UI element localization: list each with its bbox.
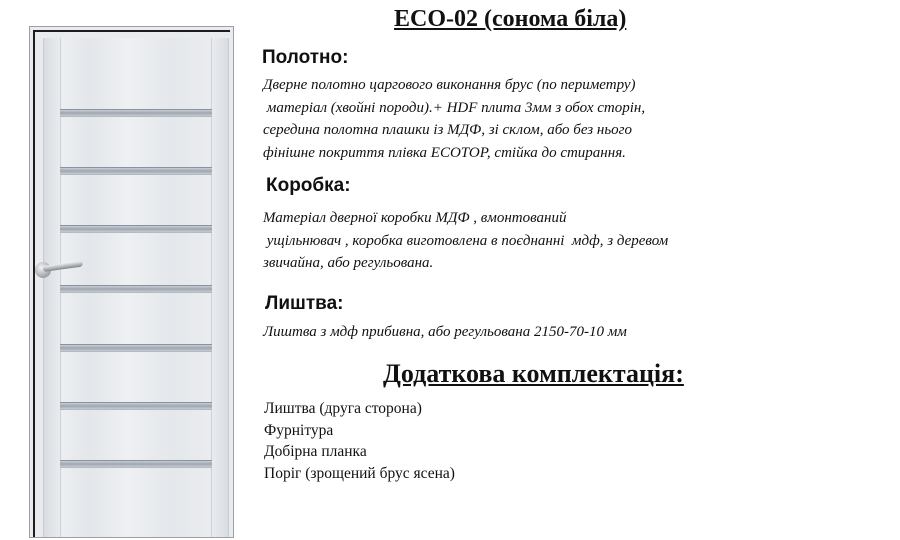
glass-strip — [60, 225, 212, 233]
door-stile-right — [211, 38, 228, 537]
section-heading-lyshtva: Лиштва: — [265, 293, 344, 314]
list-item: Фурнітура — [264, 421, 334, 439]
text-line: Лиштва з мдф прибивна, або регульована 2150-70-10 мм — [263, 324, 627, 340]
text-line: Дверне полотно царгового виконання брус (по периметру) — [263, 77, 636, 93]
list-item: Добірна планка — [264, 443, 367, 461]
list-item: Лиштва (друга сторона) — [264, 400, 422, 417]
text-line: Матеріал дверної коробки МДФ , вмонтований — [263, 210, 567, 226]
section-body-lyshtva — [263, 321, 627, 344]
glass-strip — [60, 460, 212, 468]
door-illustration — [0, 0, 250, 540]
glass-strip — [60, 167, 212, 175]
section-heading-polotno: Полотно: — [262, 47, 349, 68]
section-heading-korobka: Коробка: — [266, 175, 351, 196]
door-frame-inner — [33, 30, 230, 537]
door-stile-left — [44, 38, 61, 537]
text-line: фінішне покриття плівка ECOTOP, стійка до стирання. — [263, 144, 626, 161]
product-title: ECO-02 (сонома біла) — [394, 6, 627, 32]
extras-list — [264, 398, 455, 485]
section-body-korobka — [263, 207, 668, 275]
door-frame — [29, 26, 234, 538]
section-body-polotno — [263, 74, 645, 164]
list-item: Поріг (зрощений брус ясена) — [264, 465, 455, 483]
text-line: ущільнювач , коробка виготовлена в поєднанні мдф, з деревом — [263, 232, 669, 249]
glass-strip — [60, 285, 212, 293]
extras-title: Додаткова комплектація: — [383, 359, 684, 388]
glass-strip — [60, 402, 212, 410]
handle-lever — [43, 260, 83, 272]
glass-strip — [60, 344, 212, 352]
door-handle-icon — [35, 262, 83, 280]
text-line: звичайна, або регульована. — [263, 255, 434, 271]
door-leaf — [43, 38, 229, 537]
glass-strip — [60, 109, 212, 117]
text-line: матеріал (хвойні породи).+ HDF плита 3мм з обох сторін, — [263, 99, 646, 116]
text-line: середина полотна плашки із МДФ, зі склом, або без нього — [263, 122, 633, 138]
